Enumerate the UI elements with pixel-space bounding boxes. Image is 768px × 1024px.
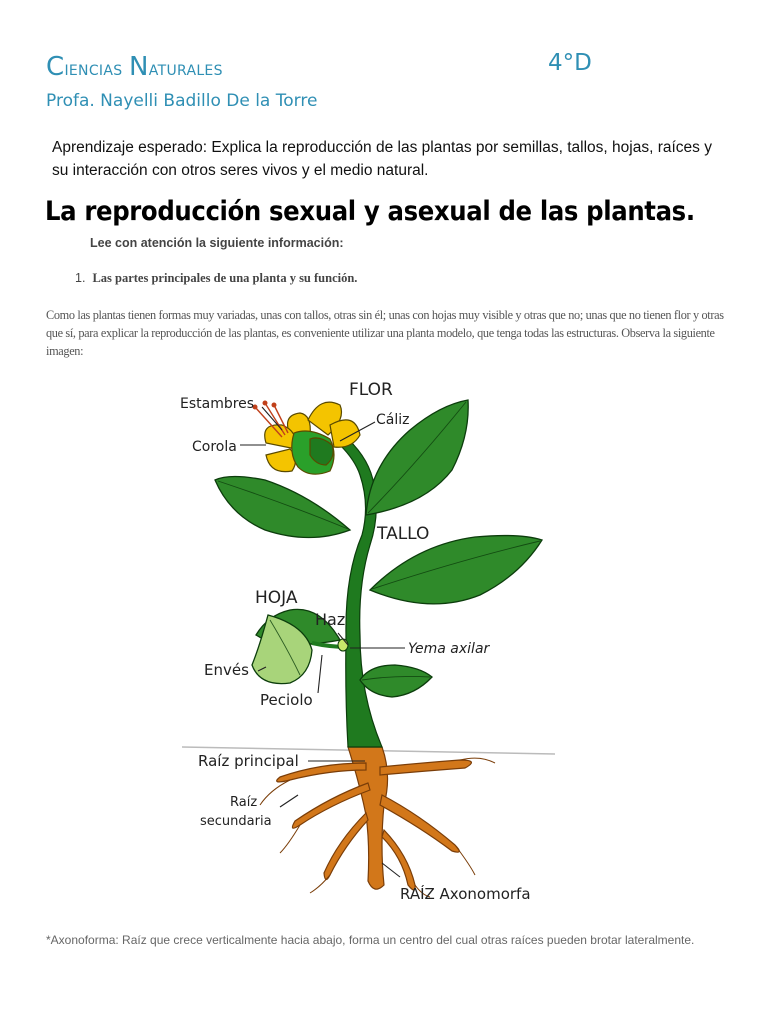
expected-learning: Aprendizaje esperado: Explica la reproducción de las plantas por semillas, tallos, hojas, raíces y su interacción con otros seres vivos y el medio natural. bbox=[52, 139, 712, 179]
anthers bbox=[253, 401, 277, 410]
label-raiz-principal: Raíz principal bbox=[198, 752, 299, 770]
label-enves: Envés bbox=[204, 661, 249, 679]
list-number: 1. bbox=[75, 271, 86, 285]
label-peciolo: Peciolo bbox=[260, 691, 313, 709]
label-tallo: TALLO bbox=[377, 524, 430, 544]
label-yema: Yema axilar bbox=[408, 641, 490, 657]
label-flor: FLOR bbox=[349, 380, 393, 400]
list-text: Las partes principales de una planta y su función. bbox=[92, 271, 358, 285]
instruction-text: Lee con atención la siguiente información: bbox=[90, 236, 344, 250]
footnote: *Axonoforma: Raíz que crece verticalmente hacia abajo, forma un centro del cual otras raíces pueden brotar lateralmente. bbox=[46, 933, 695, 947]
label-raiz-axonomorfa: RAÍZ Axonomorfa bbox=[400, 885, 531, 903]
plant-illustration bbox=[170, 375, 560, 915]
grade-label: 4°D bbox=[548, 50, 592, 76]
label-haz: Haz bbox=[315, 610, 346, 629]
page-title: La reproducción sexual y asexual de las plantas. bbox=[45, 196, 695, 227]
label-caliz: Cáliz bbox=[376, 412, 410, 428]
roots bbox=[277, 747, 472, 890]
label-raiz: Raíz bbox=[230, 795, 258, 810]
plant-diagram bbox=[170, 375, 560, 915]
axillary-bud bbox=[338, 639, 348, 651]
label-hoja: HOJA bbox=[255, 588, 298, 608]
label-estambres: Estambres bbox=[180, 396, 255, 412]
body-paragraph: Como las plantas tienen formas muy variadas, unas con tallos, otras sin él; unas con hojas muy visible y otras que no; unas que no tienen flor y otras que sí, para explicar la reproducción de las plantas, es conveniente utilizar una planta modelo, que tenga todas las estructuras. Observa la siguiente imagen: bbox=[46, 308, 724, 358]
label-corola: Corola bbox=[192, 439, 237, 455]
teacher-name: Profa. Nayelli Badillo De la Torre bbox=[46, 91, 318, 111]
list-item bbox=[75, 271, 357, 286]
subject-title: Ciencias Naturales bbox=[46, 52, 223, 82]
label-secundaria: secundaria bbox=[200, 814, 272, 829]
